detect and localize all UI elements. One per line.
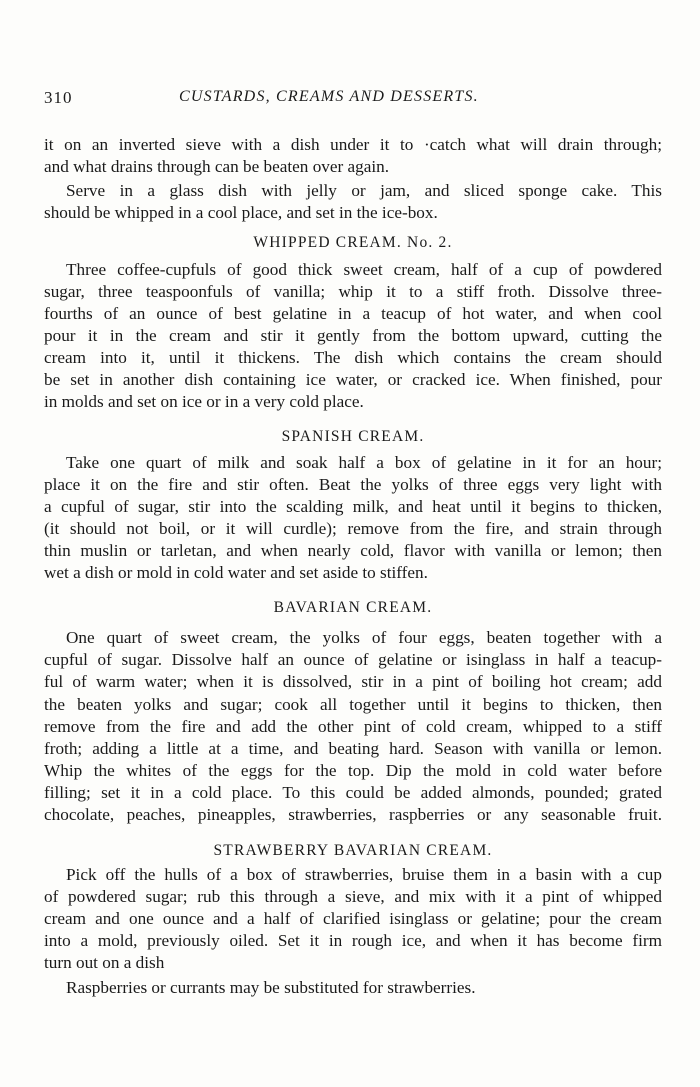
section-title: STRAWBERRY BAVARIAN CREAM. xyxy=(213,842,493,859)
text-line: the beaten yolks and sugar; cook all together until it begins to thicken, then xyxy=(44,695,662,714)
text-line: (it should not boil, or it will curdle); remove from the fire, and strain through xyxy=(44,519,662,538)
text-line: Pick off the hulls of a box of strawberries, bruise them in a basin with a cup xyxy=(66,865,662,884)
text-line: place it on the fire and stir often. Beat the yolks of three eggs very light with xyxy=(44,475,662,494)
text-line: pour it in the cream and stir it gently from the bottom upward, cutting the xyxy=(44,326,662,345)
text-line: remove from the fire and add the other pint of cold cream, whipped to a stiff xyxy=(44,717,662,736)
text-line: Three coffee-cupfuls of good thick sweet cream, half of a cup of powdered xyxy=(66,260,662,279)
text-line: Take one quart of milk and soak half a box of gelatine in it for an hour; xyxy=(66,453,662,472)
text-line: cream and one ounce and a half of clarified isinglass or gelatine; pour the cream xyxy=(44,909,662,928)
text-line: One quart of sweet cream, the yolks of four eggs, beaten together with a xyxy=(66,628,662,647)
text-line: turn out on a dish xyxy=(44,953,165,972)
section-title: BAVARIAN CREAM. xyxy=(273,599,433,616)
text-line: chocolate, peaches, pineapples, strawberries, raspberries or any seasonable fruit. xyxy=(44,805,662,824)
text-line: fourths of an ounce of best gelatine in a teacup of hot water, and when cool xyxy=(44,304,662,323)
text-line: thin muslin or tarletan, and when nearly cold, flavor with vanilla or lemon; then xyxy=(44,541,662,560)
text-line: cream into it, until it thickens. The dish which contains the cream should xyxy=(44,348,662,367)
text-line: ful of warm water; when it is dissolved, stir in a pint of boiling hot cream; add xyxy=(44,672,662,691)
text-line: a cupful of sugar, stir into the scalding milk, and heat until it begins to thicken, xyxy=(44,497,662,516)
text-line: wet a dish or mold in cold water and set aside to stiffen. xyxy=(44,563,428,582)
text-line: be set in another dish containing ice water, or cracked ice. When finished, pour xyxy=(44,370,662,389)
section-title: SPANISH CREAM. xyxy=(281,428,425,445)
text-line: cupful of sugar. Dissolve half an ounce of gelatine or isinglass in half a teacup- xyxy=(44,650,662,669)
text-line: in molds and set on ice or in a very cold place. xyxy=(44,392,364,411)
running-title: CUSTARDS, CREAMS AND DESSERTS. xyxy=(179,88,479,105)
text-line: Serve in a glass dish with jelly or jam, and sliced sponge cake. This xyxy=(66,181,662,200)
section-title: WHIPPED CREAM. No. 2. xyxy=(253,234,453,251)
text-line: of powdered sugar; rub this through a sieve, and mix with it a pint of whipped xyxy=(44,887,662,906)
text-line: froth; adding a little at a time, and beating hard. Season with vanilla or lemon. xyxy=(44,739,662,758)
text-line: and what drains through can be beaten over again. xyxy=(44,157,390,176)
text-line: Raspberries or currants may be substituted for strawberries. xyxy=(66,978,476,997)
text-line: Whip the whites of the eggs for the top. Dip the mold in cold water before xyxy=(44,761,662,780)
page-header xyxy=(44,88,662,112)
text-line: sugar, three teaspoonfuls of vanilla; whip it to a stiff froth. Dissolve three- xyxy=(44,282,662,301)
page-number: 310 xyxy=(44,88,73,107)
text-line: filling; set it in a cold place. To this could be added almonds, pounded; grated xyxy=(44,783,662,802)
text-line: it on an inverted sieve with a dish under it to ·catch what will drain through; xyxy=(44,135,662,154)
text-line: into a mold, previously oiled. Set it in rough ice, and when it has become firm xyxy=(44,931,662,950)
text-line: should be whipped in a cool place, and set in the ice-box. xyxy=(44,203,438,222)
